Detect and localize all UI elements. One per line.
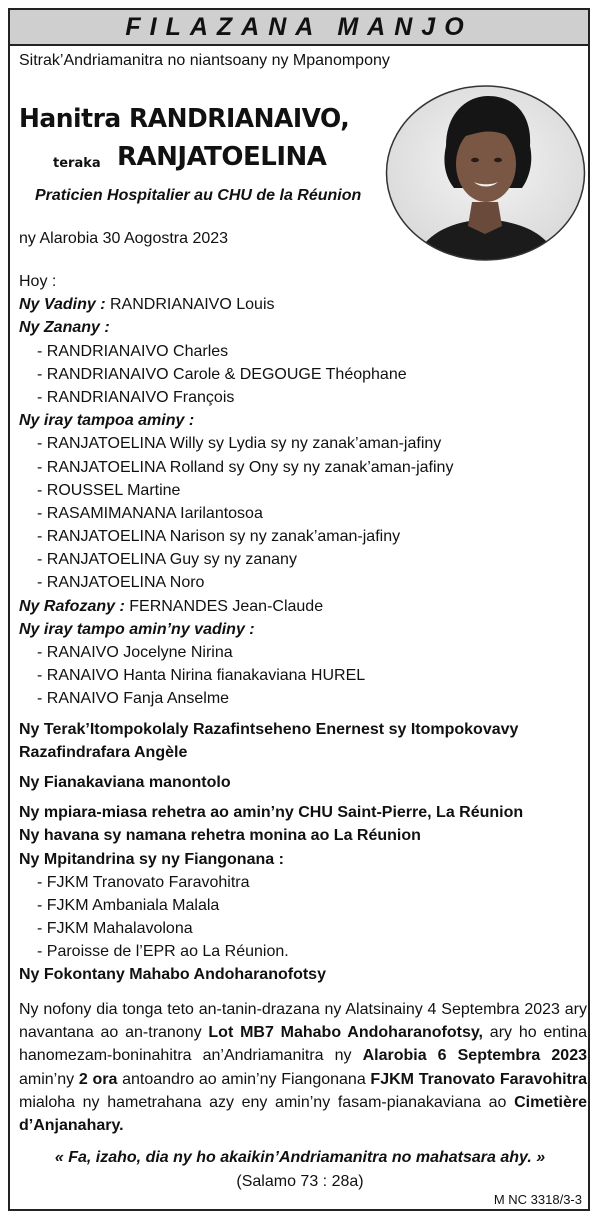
list-item: - RANDRIANAIVO Charles (37, 342, 229, 360)
clergy-label: Ny Mpitandrina sy ny Fiangonana : (19, 850, 284, 868)
list-item: - RANDRIANAIVO Carole & DEGOUGE Théophane (37, 365, 407, 383)
ad-code: M NC 3318/3-3 (493, 1192, 582, 1207)
list-item: - RANJATOELINA Rolland sy Ony sy ny zanak’aman-jafiny (37, 458, 454, 476)
list-item: - RANDRIANAIVO François (37, 388, 235, 406)
list-item: - RANJATOELINA Willy sy Lydia sy ny zanak’aman-jafiny (37, 435, 442, 453)
maiden-name: RANJATOELINA (117, 142, 327, 172)
children-label: Ny Zanany : (19, 319, 110, 337)
father-in-law-line (19, 595, 584, 618)
colleagues-line: Ny mpiara-miasa rehetra ao amin’ny CHU Saint-Pierre, La Réunion (19, 804, 524, 822)
funeral-text: antoandro ao amin’ny Fiangonana (117, 1070, 371, 1088)
family-list (19, 270, 584, 987)
spouse-label: Ny Vadiny : (19, 296, 106, 314)
teraka-label: teraka (53, 156, 101, 171)
list-item: - Paroisse de l’EPR ao La Réunion. (37, 943, 289, 961)
list-item: - RANJATOELINA Guy sy ny zanany (37, 551, 297, 569)
list-item: - RASAMIMANANA Iarilantosoa (37, 504, 263, 522)
friends-line: Ny havana sy namana rehetra monina ao La Réunion (19, 827, 421, 845)
deceased-name: Hanitra RANDRIANAIVO, (19, 104, 350, 134)
spouse-line (19, 293, 584, 316)
death-date: ny Alarobia 30 Aogostra 2023 (19, 230, 229, 247)
bible-reference: (Salamo 73 : 28a) (236, 1173, 364, 1190)
funeral-text: Ny nofony dia tonga teto an-tanin-drazana ny Alatsinainy 4 Septembra 2023 ary navantana ao an-tranony (19, 1001, 587, 1042)
siblings-label: Ny iray tampoa aminy : (19, 412, 195, 430)
funeral-text: amin’ny (19, 1070, 79, 1088)
father-in-law-name: FERNANDES Jean-Claude (129, 597, 324, 615)
portrait-photo (384, 84, 587, 262)
list-item: - FJKM Tranovato Faravohitra (37, 873, 250, 891)
list-item: - FJKM Mahalavolona (37, 920, 193, 938)
list-item: - FJKM Ambaniala Malala (37, 896, 220, 914)
funeral-text: mialoha ny hametrahana azy eny amin’ny fasam-pianakaviana ao (19, 1093, 515, 1111)
hoy-label: Hoy : (19, 273, 57, 290)
intro-line: Sitrak’Andriamanitra no niantsoany ny Mpanompony (19, 52, 390, 69)
funeral-church: FJKM Tranovato Faravohitra (370, 1070, 587, 1088)
list-item: - ROUSSEL Martine (37, 481, 181, 499)
spouse-siblings-label: Ny iray tampo amin’ny vadiny : (19, 620, 255, 638)
profession: Praticien Hospitalier au CHU de la Réunion (35, 187, 362, 204)
funeral-time: 2 ora (78, 1070, 118, 1088)
grandchildren-line: Razafindrafara Angèle (19, 743, 188, 761)
father-in-law-label: Ny Rafozany : (19, 597, 125, 615)
funeral-address: Lot MB7 Mahabo Andoharanofotsy, (208, 1024, 483, 1042)
funeral-cemetery: Cimetière d’Anjanahary. (19, 1093, 587, 1135)
notice-banner: FILAZANA MANJO (10, 10, 588, 46)
list-item: - RANJATOELINA Narison sy ny zanak’aman-jafiny (37, 528, 401, 546)
funeral-paragraph (19, 998, 587, 1137)
list-item: - RANAIVO Hanta Nirina fianakaviana HUREL (37, 667, 366, 685)
list-item: - RANAIVO Fanja Anselme (37, 690, 230, 708)
list-item: - RANAIVO Jocelyne Nirina (37, 644, 233, 661)
spouse-name: RANDRIANAIVO Louis (110, 296, 275, 314)
family-all-line: Ny Fianakaviana manontolo (19, 773, 231, 791)
bible-quote: « Fa, izaho, dia ny ho akaikin’Andriamanitra no mahatsara ahy. » (54, 1149, 546, 1166)
list-item: - RANJATOELINA Noro (37, 574, 205, 592)
funeral-text: ary ho entina hanomezam-boninahitra an’Andriamanitra ny (19, 1024, 588, 1065)
grandchildren-line: Ny Terak’Itompokolaly Razafintseheno Enernest sy Itompokovavy (19, 720, 519, 738)
fokontany-line: Ny Fokontany Mahabo Andoharanofotsy (19, 966, 326, 984)
funeral-date: Alarobia 6 Septembra 2023 (362, 1047, 587, 1065)
